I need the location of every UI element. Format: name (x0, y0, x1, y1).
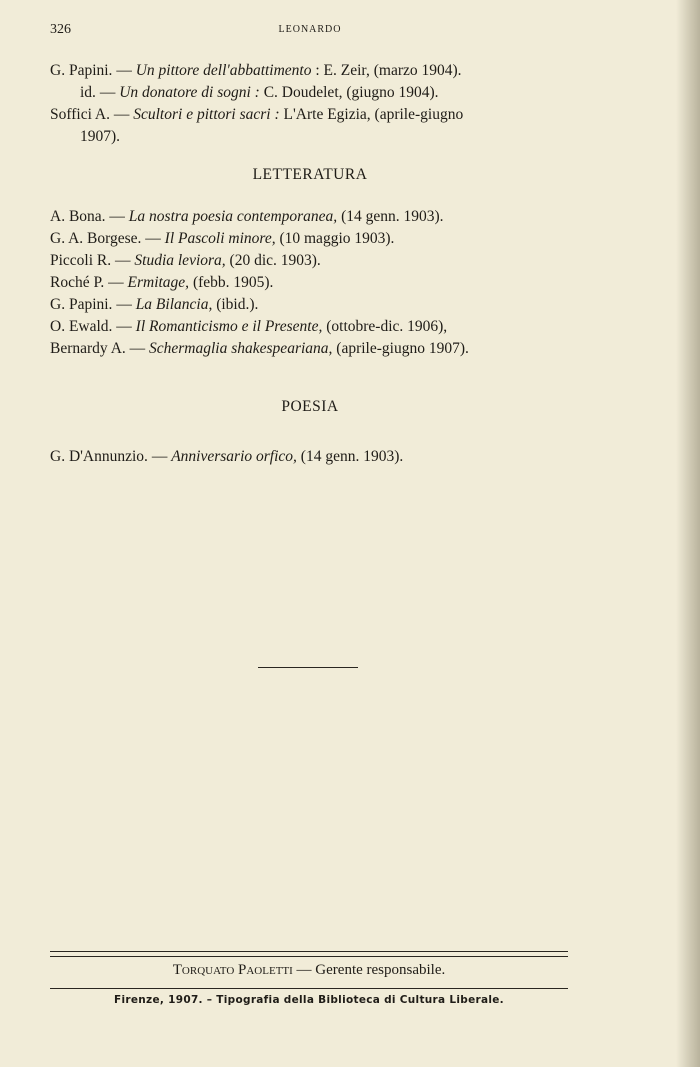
entry-author: Soffici A. (50, 106, 110, 123)
list-item (50, 250, 590, 272)
page-number: 326 (50, 22, 71, 37)
list-item (50, 82, 590, 104)
entry-continuation: 1907). (80, 128, 121, 145)
entry-separator: — (112, 296, 136, 313)
entry-separator: — (111, 252, 135, 269)
list-item (50, 294, 590, 316)
entry-details: (14 genn. 1903). (337, 208, 444, 225)
entry-details: L'Arte Egizia, (aprile-giugno (279, 106, 464, 123)
entry-author: Piccoli R. (50, 252, 112, 269)
entry-separator: — (125, 340, 150, 357)
footer-single-rule (50, 988, 568, 989)
entry-title: Ermitage, (127, 274, 190, 291)
list-item (50, 104, 590, 148)
entry-separator: — (112, 318, 136, 335)
entry-details: : E. Zeir, (marzo 1904). (311, 62, 462, 79)
section-end-divider (258, 667, 358, 668)
responsible-name: Torquato Paoletti (172, 962, 293, 978)
entry-details: C. Doudelet, (giugno 1904). (259, 84, 439, 101)
entry-separator: — (110, 106, 134, 123)
entry-author: G. Papini. (50, 296, 113, 313)
entry-title: Un donatore di sogni : (119, 84, 260, 101)
responsible-role: — Gerente responsabile. (292, 962, 446, 978)
arte-list (50, 60, 590, 148)
entry-details: (aprile-giugno 1907). (332, 340, 469, 357)
entry-author: O. Ewald. (50, 318, 113, 335)
entry-separator: — (95, 84, 120, 101)
entry-author: Bernardy A. (50, 340, 126, 357)
entry-author: G. Papini. (50, 62, 113, 79)
entry-separator: — (105, 208, 129, 225)
entry-title: Un pittore dell'abbattimento (135, 62, 312, 79)
page-edge-shadow (676, 0, 700, 1067)
entry-title: Anniversario orfico, (171, 448, 297, 465)
entry-details: (ottobre-dic. 1906), (322, 318, 448, 335)
letteratura-list (50, 206, 590, 360)
entry-separator: — (104, 274, 128, 291)
footer-double-rule (50, 951, 568, 957)
entry-title: Studia leviora, (134, 252, 226, 269)
entry-title: Schermaglia shakespeariana, (149, 340, 333, 357)
section-heading-poesia: POESIA (281, 398, 339, 415)
footer-printer-imprint: Firenze, 1907. – Tipografia della Biblioteca di Cultura Liberale. (114, 994, 504, 1006)
entry-author: id. (80, 84, 96, 101)
page-header (50, 22, 570, 42)
entry-title: Scultori e pittori sacri : (133, 106, 280, 123)
list-item (50, 338, 590, 360)
entry-details: (ibid.). (212, 296, 259, 313)
entry-author: G. D'Annunzio. (50, 448, 148, 465)
entry-details: (20 dic. 1903). (225, 252, 321, 269)
entry-details: (febb. 1905). (189, 274, 274, 291)
entry-separator: — (112, 62, 136, 79)
entry-details: (10 maggio 1903). (275, 230, 395, 247)
entry-details: (14 genn. 1903). (296, 448, 404, 465)
list-item (50, 60, 590, 82)
entry-title: La Bilancia, (135, 296, 213, 313)
running-head: LEONARDO (278, 24, 342, 35)
entry-author: A. Bona. (50, 208, 106, 225)
entry-title: La nostra poesia contemporanea, (128, 208, 338, 225)
section-heading-letteratura: LETTERATURA (252, 166, 368, 183)
list-item (50, 228, 590, 250)
list-item (50, 206, 590, 228)
list-item (50, 446, 590, 468)
entry-separator: — (147, 448, 172, 465)
footer-responsible (50, 962, 568, 979)
entry-separator: — (141, 230, 165, 247)
poesia-list (50, 446, 590, 468)
entry-author: Roché P. (50, 274, 105, 291)
entry-title: Il Pascoli minore, (164, 230, 276, 247)
list-item (50, 316, 590, 338)
list-item (50, 272, 590, 294)
entry-title: Il Romanticismo e il Presente, (135, 318, 323, 335)
entry-author: G. A. Borgese. (50, 230, 142, 247)
